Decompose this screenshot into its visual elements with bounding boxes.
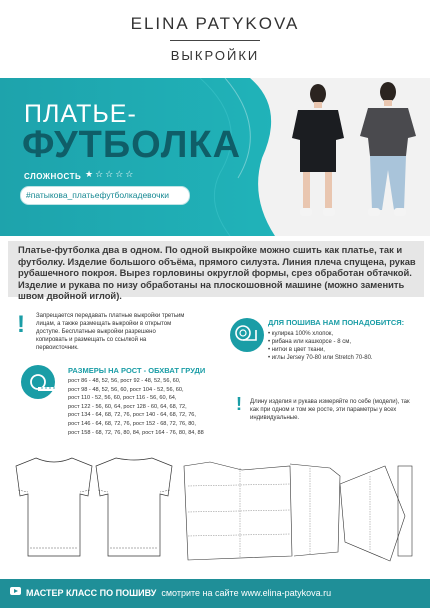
models-photo xyxy=(270,80,430,234)
material-item-2: • рибана или кашкорсе - 8 см, xyxy=(268,339,352,345)
pattern-pieces xyxy=(180,456,420,574)
brand-divider xyxy=(170,40,260,41)
footer-link[interactable]: смотрите на сайте www.elina-patykova.ru xyxy=(161,588,332,598)
material-item-1: • кулирка 100% хлопок, xyxy=(268,331,334,337)
title-line-1: ПЛАТЬЕ- xyxy=(24,100,137,128)
sizes-title: РАЗМЕРЫ НА РОСТ - ОБХВАТ ГРУДИ xyxy=(68,366,206,375)
video-play-icon xyxy=(10,587,21,595)
hashtag-text: #патыкова_платьефутболкадевочки xyxy=(26,190,170,200)
exclamation-icon: ! xyxy=(236,394,242,414)
measure-note: Длину изделия и рукава измеряйте по себе (модели), так как при одном и том же росте, эти параметры у всех индивидуальные. xyxy=(250,399,410,421)
footer-text[interactable] xyxy=(26,588,331,598)
measuring-tape-icon xyxy=(20,364,64,400)
material-item-3: • нитки в цвет ткани, xyxy=(268,347,325,353)
description-text: Платье-футболка два в одном. По одной выкройке можно сшить как платье, так и футболку. Изделие большого объёма, прямого силуэта. Линия плеча спущена, рукав рубашечного покроя. Вырез горловины округлой формы, срез обработан обтачкой. Изделие и рукава по низу обработаны на плоскошовной машине (можно заменить швом двойной иглой). xyxy=(18,244,416,301)
copyright-notice: Запрещается передавать платные выкройки третьим лицам, а также размещать выкройки в открытом доступе. Бесплатные выкройки разрешено копировать и размещать со ссылкой на первоисточник. xyxy=(36,313,185,351)
size-row: рост 86 - 48, 52, 56, рост 92 - 48, 52, 56, 60, xyxy=(68,378,181,384)
exclamation-icon: ! xyxy=(17,311,25,338)
flat-sketches xyxy=(14,452,174,564)
fabric-roll-icon xyxy=(230,318,264,352)
size-row: рост 98 - 48, 52, 56, 60, рост 104 - 52, 56, 60, xyxy=(68,386,184,393)
size-row: рост 122 - 56, 60, 64, рост 128 - 60, 64, 68, 72, xyxy=(68,403,187,410)
size-row: рост 146 - 64, 68, 72, 76, рост 152 - 68, 72, 76, 80, xyxy=(68,420,196,427)
difficulty-stars: ★☆☆☆☆ xyxy=(85,170,136,180)
brand-name: ELINA PATYKOVA xyxy=(130,14,300,33)
brand-subtitle: ВЫКРОЙКИ xyxy=(170,48,260,63)
footer-bold: МАСТЕР КЛАСС ПО ПОШИВУ xyxy=(26,588,157,598)
size-row: рост 110 - 52, 56, 60, рост 116 - 56, 60, 64, xyxy=(68,395,177,402)
materials-title: ДЛЯ ПОШИВА НАМ ПОНАДОБИТСЯ: xyxy=(268,318,405,327)
material-item-4: • иглы Jersey 70-80 или Stretch 70-80. xyxy=(268,355,373,361)
sizes-table xyxy=(68,377,228,437)
title-line-2: ФУТБОЛКА xyxy=(22,124,242,166)
size-row: рост 158 - 68, 72, 76, 80, 84, рост 164 - 76, 80, 84, 88 xyxy=(68,429,204,436)
difficulty-label: СЛОЖНОСТЬ xyxy=(24,172,82,181)
size-row: рост 134 - 64, 68, 72, 76, рост 140 - 64, 68, 72, 76, xyxy=(68,412,196,419)
